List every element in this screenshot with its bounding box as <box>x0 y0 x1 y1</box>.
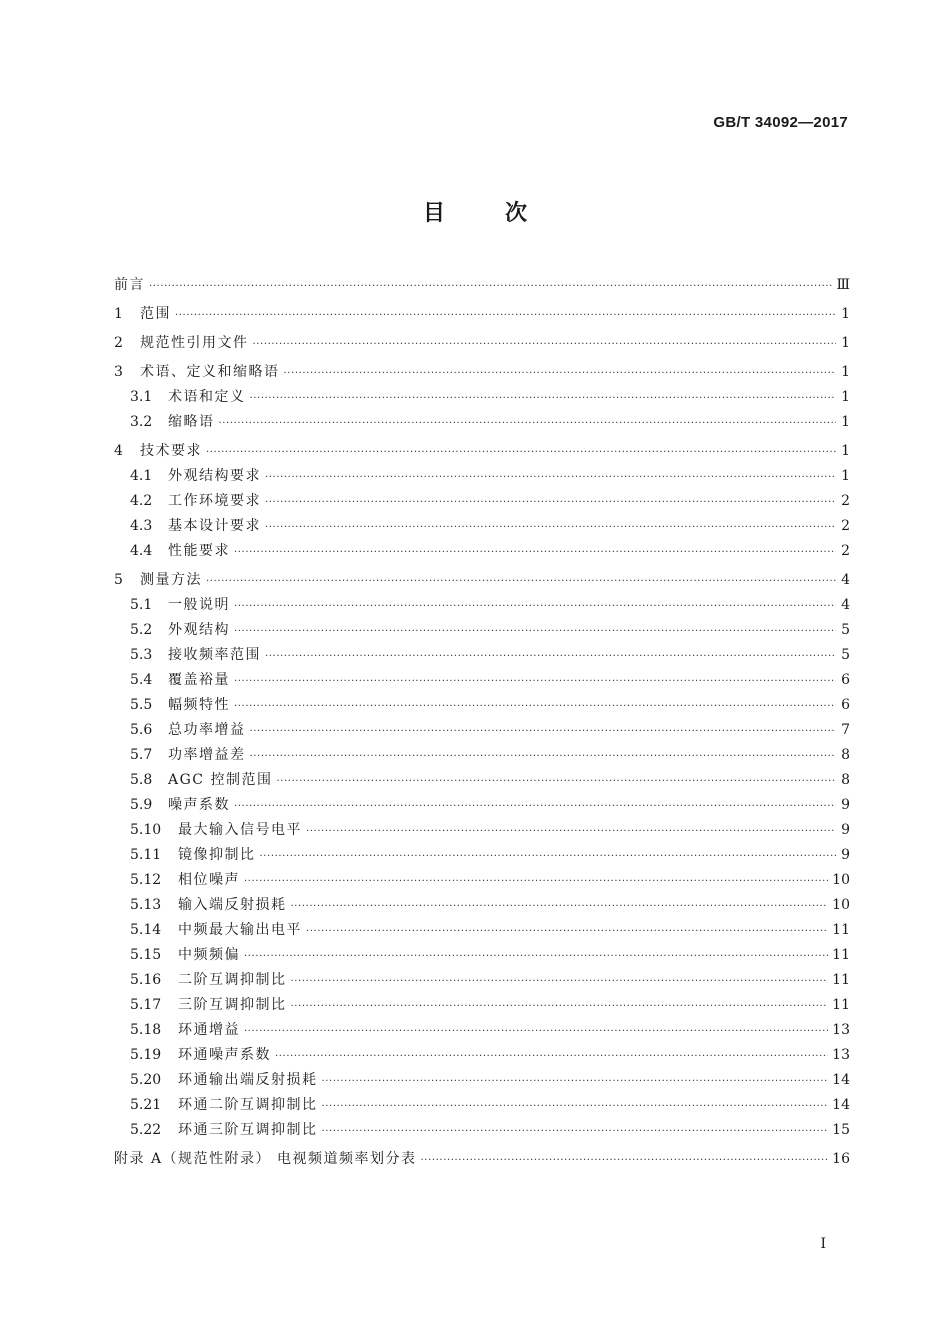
toc-leader-dots <box>284 361 837 386</box>
toc-entry-number: 4.2 <box>130 493 153 509</box>
toc-entry[interactable] <box>114 1093 850 1118</box>
toc-entry-page: 6 <box>841 672 850 688</box>
toc-entry[interactable] <box>114 385 850 410</box>
toc-entry[interactable] <box>114 843 850 868</box>
toc-entry-page: 7 <box>841 722 850 738</box>
toc-entry-page: 9 <box>841 847 850 863</box>
toc-entry-page: 11 <box>832 947 850 963</box>
toc-entry-page: 13 <box>832 1047 850 1063</box>
toc-entry-page: 6 <box>841 697 850 713</box>
toc-entry-page: 15 <box>832 1122 850 1138</box>
toc-entry-number: 4.3 <box>130 518 153 534</box>
toc-entry-page: 16 <box>832 1151 850 1167</box>
toc-entry-page: 1 <box>841 414 850 430</box>
toc-leader-dots <box>265 490 836 515</box>
toc-leader-dots <box>260 844 837 869</box>
toc-entry[interactable] <box>114 918 850 943</box>
toc-leader-dots <box>291 994 829 1019</box>
toc-entry-page: 8 <box>841 772 850 788</box>
toc-leader-dots <box>244 944 828 969</box>
toc-entry-number: 5.18 <box>130 1022 162 1038</box>
toc-entry-page: 10 <box>832 897 850 913</box>
toc-leader-dots <box>244 869 828 894</box>
toc-leader-dots <box>322 1094 829 1119</box>
toc-entry-page: 14 <box>832 1097 850 1113</box>
toc-entry-page: 2 <box>841 543 850 559</box>
toc-entry[interactable] <box>114 768 850 793</box>
toc-entry-page: 8 <box>841 747 850 763</box>
toc-entry-label: 术语和定义 <box>168 389 246 405</box>
toc-entry[interactable] <box>114 439 850 464</box>
toc-entry[interactable] <box>114 668 850 693</box>
toc-leader-dots <box>206 440 836 465</box>
toc-entry-label: 相位噪声 <box>178 872 240 888</box>
toc-entry[interactable] <box>114 943 850 968</box>
toc-entry[interactable] <box>114 514 850 539</box>
toc-entry[interactable] <box>114 818 850 843</box>
toc-entry[interactable] <box>114 793 850 818</box>
toc-leader-dots <box>234 540 836 565</box>
toc-entry-label: 中频最大输出电平 <box>178 922 302 938</box>
toc-entry-number: 5.6 <box>130 722 153 738</box>
toc-entry-number: 5.8 <box>130 772 153 788</box>
toc-entry-label: 范围 <box>140 306 171 322</box>
toc-entry-number: 5.19 <box>130 1047 162 1063</box>
toc-entry-page: 10 <box>832 872 850 888</box>
toc-entry-page: 2 <box>841 493 850 509</box>
toc-entry-number: 5.16 <box>130 972 162 988</box>
toc-entry[interactable] <box>114 743 850 768</box>
toc-entry-label: 镜像抑制比 <box>178 847 256 863</box>
toc-entry-label: 覆盖裕量 <box>168 672 230 688</box>
toc-entry-page: 1 <box>841 389 850 405</box>
toc-entry-number: 5.5 <box>130 697 153 713</box>
toc-entry[interactable] <box>114 1043 850 1068</box>
toc-entry-label: 最大输入信号电平 <box>178 822 302 838</box>
toc-leader-dots <box>265 515 836 540</box>
toc-entry[interactable] <box>114 968 850 993</box>
toc-entry-label: 环通二阶互调抑制比 <box>178 1097 318 1113</box>
toc-entry[interactable] <box>114 410 850 435</box>
toc-entry-page: 5 <box>841 622 850 638</box>
toc-entry[interactable] <box>114 1018 850 1043</box>
toc-entry[interactable] <box>114 618 850 643</box>
toc-entry[interactable] <box>114 643 850 668</box>
toc-entry-number: 1 <box>114 306 123 322</box>
toc-entry-number: 5.13 <box>130 897 162 913</box>
toc-entry-label: 环通增益 <box>178 1022 240 1038</box>
toc-entry-page: 11 <box>832 922 850 938</box>
toc-leader-dots <box>234 594 836 619</box>
toc-leader-dots <box>250 386 837 411</box>
toc-entry-page: Ⅲ <box>836 277 850 293</box>
toc-leader-dots <box>234 694 836 719</box>
toc-entry-label: 总功率增益 <box>168 722 246 738</box>
toc-leader-dots <box>421 1148 829 1173</box>
toc-entry-number: 5.9 <box>130 797 153 813</box>
toc-entry-number: 5.17 <box>130 997 162 1013</box>
toc-entry-label: 输入端反射损耗 <box>178 897 287 913</box>
toc-entry[interactable] <box>114 489 850 514</box>
toc-entry-number: 5.10 <box>130 822 162 838</box>
toc-entry[interactable] <box>114 568 850 593</box>
toc-entry-number: 5.1 <box>130 597 153 613</box>
toc-entry-number: 5.3 <box>130 647 153 663</box>
toc-leader-dots <box>234 669 836 694</box>
toc-leader-dots <box>322 1069 829 1094</box>
toc-leader-dots <box>291 969 829 994</box>
toc-entry-number: 5.7 <box>130 747 153 763</box>
toc-entry-label: 接收频率范围 <box>168 647 261 663</box>
toc-entry-number: 5.4 <box>130 672 153 688</box>
toc-entry-label: 外观结构 <box>168 622 230 638</box>
toc-entry-label: 性能要求 <box>168 543 230 559</box>
toc-leader-dots <box>275 1044 828 1069</box>
toc-entry-number: 4.4 <box>130 543 153 559</box>
toc-leader-dots <box>265 644 836 669</box>
toc-entry-label: 幅频特性 <box>168 697 230 713</box>
toc-entry[interactable] <box>114 1118 850 1143</box>
toc-entry-label: 中频频偏 <box>178 947 240 963</box>
toc-entry-page: 1 <box>841 306 850 322</box>
toc-leader-dots <box>206 569 836 594</box>
toc-entry-page: 1 <box>841 335 850 351</box>
toc-entry-label: 工作环境要求 <box>168 493 261 509</box>
toc-leader-dots <box>234 619 836 644</box>
toc-leader-dots <box>306 819 836 844</box>
toc-entry-number: 3 <box>114 364 123 380</box>
page-number: Ⅰ <box>820 1236 826 1252</box>
toc-entry[interactable] <box>114 360 850 385</box>
toc-title: 目次 <box>422 201 587 226</box>
toc-entry-page: 4 <box>841 572 850 588</box>
toc-leader-dots <box>250 744 837 769</box>
toc-entry-label: 一般说明 <box>168 597 230 613</box>
toc-entry-label: 噪声系数 <box>168 797 230 813</box>
toc-entry-label: 环通噪声系数 <box>178 1047 271 1063</box>
toc-entry-page: 13 <box>832 1022 850 1038</box>
toc-leader-dots <box>250 719 837 744</box>
toc-entry-page: 9 <box>841 822 850 838</box>
toc-entry-number: 2 <box>114 335 123 351</box>
toc-entry-label: 外观结构要求 <box>168 468 261 484</box>
toc-leader-dots <box>253 332 837 357</box>
toc-leader-dots <box>276 769 836 794</box>
toc-entry-page: 11 <box>832 997 850 1013</box>
toc-entry-number: 5.21 <box>130 1097 162 1113</box>
toc-entry-label: 前言 <box>114 277 145 293</box>
toc-entry[interactable] <box>114 593 850 618</box>
toc-entry[interactable] <box>114 302 850 327</box>
toc-entry[interactable] <box>114 1147 850 1172</box>
toc-leader-dots <box>265 465 836 490</box>
toc-entry-label: 二阶互调抑制比 <box>178 972 287 988</box>
toc-entry-label: 基本设计要求 <box>168 518 261 534</box>
table-of-contents <box>114 273 850 1172</box>
toc-leader-dots <box>291 894 829 919</box>
toc-entry-number: 5.20 <box>130 1072 162 1088</box>
toc-entry-number: 5.14 <box>130 922 162 938</box>
toc-entry-label: 技术要求 <box>140 443 202 459</box>
toc-entry-number: 4 <box>114 443 123 459</box>
toc-entry-number: 5.22 <box>130 1122 162 1138</box>
toc-leader-dots <box>149 274 832 299</box>
toc-entry-number: 3.2 <box>130 414 153 430</box>
toc-entry-label: 环通输出端反射损耗 <box>178 1072 318 1088</box>
toc-entry[interactable] <box>114 331 850 356</box>
toc-entry-label: 功率增益差 <box>168 747 246 763</box>
toc-entry-label: 术语、定义和缩略语 <box>140 364 280 380</box>
standard-code: GB/T 34092—2017 <box>713 114 848 131</box>
toc-leader-dots <box>322 1119 829 1144</box>
toc-entry-label: 缩略语 <box>168 414 215 430</box>
toc-entry-label: 测量方法 <box>140 572 202 588</box>
toc-entry-page: 4 <box>841 597 850 613</box>
toc-entry-label: 规范性引用文件 <box>140 335 249 351</box>
toc-entry-page: 1 <box>841 364 850 380</box>
toc-entry-number: 5.2 <box>130 622 153 638</box>
toc-entry-number: 5.15 <box>130 947 162 963</box>
toc-entry[interactable] <box>114 464 850 489</box>
toc-entry-page: 5 <box>841 647 850 663</box>
toc-entry-page: 9 <box>841 797 850 813</box>
toc-entry-number: 3.1 <box>130 389 153 405</box>
toc-entry-page: 2 <box>841 518 850 534</box>
toc-entry-page: 1 <box>841 468 850 484</box>
toc-entry[interactable] <box>114 993 850 1018</box>
toc-entry-label: AGC 控制范围 <box>168 772 273 788</box>
toc-entry-label: 附录 A（规范性附录） 电视频道频率划分表 <box>114 1151 417 1167</box>
toc-entry[interactable] <box>114 273 850 298</box>
toc-leader-dots <box>306 919 828 944</box>
toc-entry-page: 11 <box>832 972 850 988</box>
toc-leader-dots <box>175 303 836 328</box>
toc-entry-page: 14 <box>832 1072 850 1088</box>
toc-leader-dots <box>244 1019 828 1044</box>
toc-entry[interactable] <box>114 718 850 743</box>
toc-entry-page: 1 <box>841 443 850 459</box>
toc-leader-dots <box>234 794 836 819</box>
toc-entry-label: 环通三阶互调抑制比 <box>178 1122 318 1138</box>
toc-entry[interactable] <box>114 693 850 718</box>
toc-leader-dots <box>219 411 837 436</box>
toc-entry[interactable] <box>114 1068 850 1093</box>
toc-entry[interactable] <box>114 893 850 918</box>
toc-entry-number: 4.1 <box>130 468 153 484</box>
toc-entry-label: 三阶互调抑制比 <box>178 997 287 1013</box>
toc-entry[interactable] <box>114 868 850 893</box>
toc-entry-number: 5.11 <box>130 847 162 863</box>
toc-entry-number: 5 <box>114 572 123 588</box>
toc-entry[interactable] <box>114 539 850 564</box>
toc-entry-number: 5.12 <box>130 872 162 888</box>
